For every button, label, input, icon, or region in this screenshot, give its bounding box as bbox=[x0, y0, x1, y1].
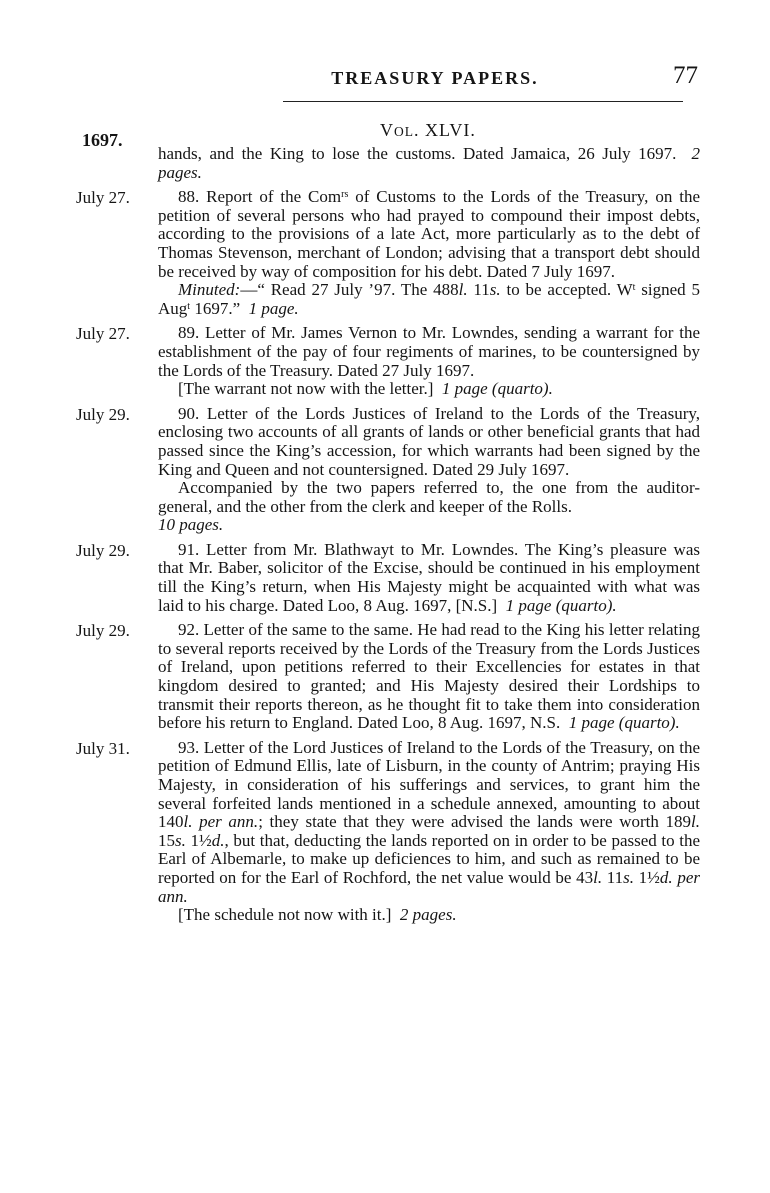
entry-text: 88. Report of the Com bbox=[178, 187, 342, 207]
text-run: 93. Letter of the Lord Justices of Ireland to the Lords of the Treasury, on the petition of Edmund Ellis, late of Lisburn, in the county of Antrim; praying His Majesty, in consideration of his sufferings and services, to grant him the several forfeited lands mentioned in a schedule annexed, amounting to about 140 bbox=[158, 737, 700, 832]
entry-text: 92. Letter of the same to the same. He had read to the King his letter relating to several reports received by the Lords of the Treasury from the Lords Justices of Ireland, upon petitions referred to their Excellencies for estates in that kingdom desired to granted; and His Majesty desired their Lordships to transmit their reports thereon, as he thought fit to take them into consideration before his return to England. Dated Loo, 8 Aug. 1697, N.S. bbox=[158, 620, 700, 733]
volume-heading bbox=[380, 120, 476, 141]
text-run: s. bbox=[623, 867, 634, 887]
entry-88 bbox=[76, 188, 700, 318]
entry-body bbox=[158, 739, 700, 925]
entry-date: July 31. bbox=[76, 738, 130, 758]
text-run: l. bbox=[593, 867, 603, 887]
margin-year: 1697. bbox=[82, 130, 123, 150]
text-run: l. bbox=[691, 812, 700, 832]
superscript: t bbox=[187, 300, 191, 312]
text-run: 1½ bbox=[185, 830, 212, 850]
running-header-title: TREASURY PAPERS. bbox=[331, 68, 539, 88]
text-run: 1½ bbox=[634, 867, 660, 887]
text-run: ; they state that they were advised the lands were worth 189 bbox=[258, 812, 692, 832]
page-count: 1 page (quarto). bbox=[568, 713, 680, 733]
page-count: 1 page. bbox=[248, 298, 299, 318]
entry-body bbox=[158, 145, 700, 182]
entry-date: July 27. bbox=[76, 188, 130, 208]
header-rule bbox=[283, 101, 683, 102]
entry-date: July 29. bbox=[76, 621, 130, 641]
page-count: 2 pages. bbox=[158, 144, 700, 182]
text-run: d. per ann. bbox=[158, 867, 701, 906]
entry-body bbox=[158, 324, 700, 398]
entry-text: 89. Letter of Mr. James Vernon to Mr. Lowndes, sending a warrant for the establishment of the pay of four regiments of marines, to be countersigned by the Lords of the Treasury. Dated 27 July 1697. bbox=[158, 323, 700, 380]
minute-text: to be accepted. W bbox=[500, 280, 633, 300]
entries-list bbox=[76, 145, 700, 931]
page-count: 1 page (quarto). bbox=[505, 595, 617, 615]
minute-text: signed 5 Aug bbox=[158, 280, 700, 318]
entry-date: July 27. bbox=[76, 324, 130, 344]
minute-text: s. bbox=[489, 280, 501, 300]
entry-date: July 29. bbox=[76, 540, 130, 560]
text-run: , but that, deducting the lands reported on in order to be passed to the Earl of Albemarle, to make up deficiences to him, and such as remained to be reported on for the Earl of Rochford, the net value would be 43 bbox=[158, 830, 701, 887]
minute bbox=[158, 281, 700, 318]
entry-body bbox=[158, 541, 700, 615]
entry-89 bbox=[76, 324, 700, 398]
text-run: d. bbox=[211, 830, 225, 850]
entry-text bbox=[158, 739, 700, 906]
volume-number: . XLVI. bbox=[414, 120, 476, 140]
page-count: 1 page (quarto). bbox=[441, 379, 553, 399]
entry-note bbox=[158, 906, 700, 925]
volume-small-caps: OL bbox=[394, 124, 414, 139]
entry-93 bbox=[76, 739, 700, 925]
entry-90 bbox=[76, 405, 700, 535]
minute-text: 11 bbox=[467, 280, 490, 300]
entry-text: 91. Letter from Mr. Blathwayt to Mr. Lowndes. The King’s pleasure was that Mr. Baber, solicitor of the Excise, should be continued in his employment till the King’s return, when His Majesty might be acquainted with what was laid to his charge. Dated Loo, 8 Aug. 1697, [N.S.] bbox=[158, 539, 700, 615]
entry-note bbox=[158, 380, 700, 399]
entry-91 bbox=[76, 541, 700, 615]
text-run: 15 bbox=[158, 830, 175, 850]
entry-note: Accompanied by the two papers referred to, the one from the auditor-general, and the other from the clerk and keeper of the Rolls. bbox=[158, 478, 700, 516]
minute-text: —“ Read 27 July ’97. The 488 bbox=[240, 280, 459, 300]
entry-text: 90. Letter of the Lords Justices of Ireland to the Lords of the Treasury, enclosing two accounts of all grants of lands or other beneficial grants that had passed since the King’s accession, for which warrants had been signed by the King and Queen and not countersigned. Dated 29 July 1697. bbox=[158, 403, 700, 479]
entry-body bbox=[158, 621, 700, 733]
minute-label: Minuted: bbox=[178, 280, 241, 300]
entry-date: July 29. bbox=[76, 404, 130, 424]
entry-date bbox=[76, 145, 158, 182]
text-run: 11 bbox=[602, 867, 624, 887]
page-count: 10 pages. bbox=[158, 515, 224, 535]
note-text: [The warrant not now with the letter.] bbox=[178, 379, 434, 399]
minute-text: 1697.” bbox=[190, 298, 241, 318]
volume-prefix: V bbox=[380, 120, 394, 140]
entry-text: hands, and the King to lose the customs. Dated Jamaica, 26 July 1697. bbox=[158, 144, 677, 163]
text-run: l. per ann. bbox=[183, 812, 259, 832]
minute-text: l. bbox=[458, 280, 468, 300]
entry-body bbox=[158, 405, 700, 535]
page-number: 77 bbox=[673, 62, 698, 89]
entry-continuation bbox=[76, 145, 700, 182]
note-text: [The schedule not now with it.] bbox=[178, 905, 392, 925]
entry-92 bbox=[76, 621, 700, 733]
entry-body bbox=[158, 188, 700, 318]
text-run: s. bbox=[175, 830, 186, 850]
entry-text: of Customs to the Lords of the Treasury, on the petition of several persons who had prayed to compound their impost debts, according to the provisions of a late Act, more particularly as to the debt of Thomas Stevenson, merchant of London; advising that a transport debt should be received by way of composition for his debt. Dated 7 July 1697. bbox=[158, 187, 701, 281]
page-count: 2 pages. bbox=[399, 905, 457, 925]
superscript: t bbox=[632, 282, 636, 294]
superscript: rs bbox=[341, 189, 349, 201]
